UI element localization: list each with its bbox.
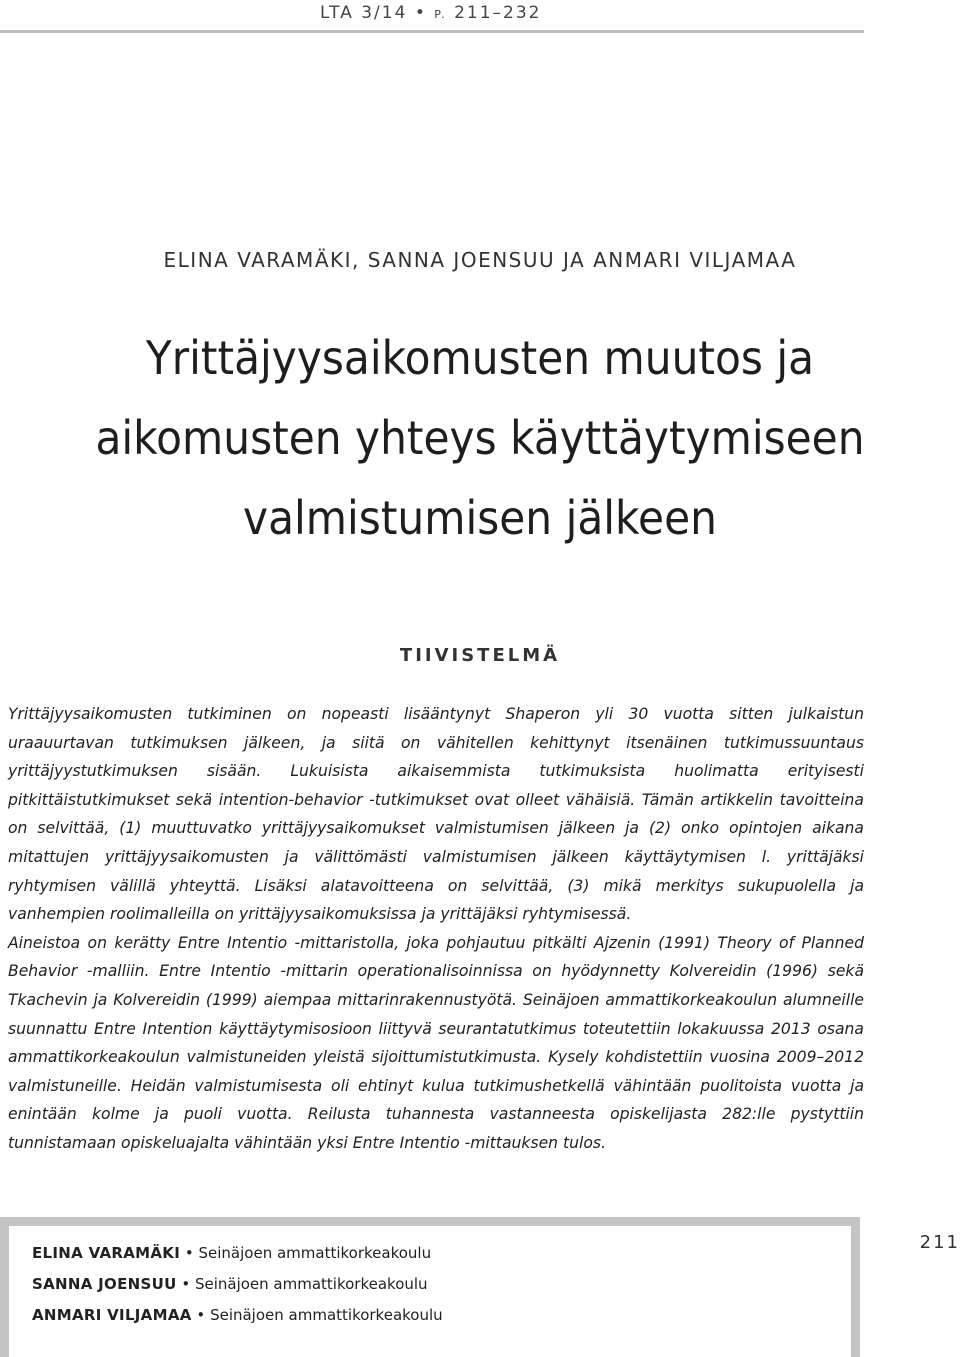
author-organization: Seinäjoen ammattikorkeakoulu — [210, 1306, 443, 1324]
affiliation-line — [32, 1275, 428, 1293]
title-line: valmistumisen jälkeen — [243, 491, 717, 545]
abstract-body — [8, 700, 864, 1158]
box-right-border — [851, 1217, 860, 1357]
abstract-heading: TIIVISTELMÄ — [399, 645, 561, 666]
affiliation-bullet: • — [196, 1306, 206, 1324]
author-organization: Seinäjoen ammattikorkeakoulu — [198, 1244, 432, 1262]
affiliation-line — [32, 1244, 431, 1262]
author-name: ANMARI VILJAMAA — [32, 1306, 192, 1324]
author-name: ELINA VARAMÄKI — [32, 1244, 181, 1262]
page-number: 211 — [919, 1232, 960, 1253]
affiliation-bullet: • — [184, 1244, 194, 1262]
abstract-paragraph: Aineistoa on kerätty Entre Intentio -mittaristolla, joka pohjautuu pitkälti Ajzenin (1991) Theory of Planned Behavior -malliin. Entre Intentio -mittarin operationalisoinnissa on hyödynnetty Kolvereidin (1996) sekä Tkachevin ja Kolvereidin (1999) aiempaa mittarinrakennustyötä. Seinäjoen ammattikorkeakoulun alumneille suunnattu Entre Intention käyttäytymisosioon liittyvä seurantatutkimus toteutettiin lokakuussa 2013 osana ammattikorkeakoulun valmistuneiden yleistä sijoittumistutkimusta. Kysely kohdistettiin vuosina 2009–2012 valmistuneille. Heidän valmistumisesta oli ehtinyt kulua tutkimushetkellä vähintään puolitoista vuotta ja enintään kolme ja puoli vuotta. Reilusta tuhannesta vastanneesta opiskelijasta 282:lle pystyttiin tunnistamaan opiskeluajalta vähintään yksi Entre Intentio -mittauksen tulos. — [8, 933, 864, 1152]
journal-reference — [320, 3, 541, 23]
page-range: 211–232 — [454, 3, 542, 23]
affiliation-line — [32, 1306, 443, 1324]
title-line: Yrittäjyysaikomusten muutos ja — [145, 331, 815, 385]
affiliation-bullet: • — [181, 1275, 191, 1293]
journal-name: LTA 3/14 — [320, 3, 408, 23]
page-label: P. — [434, 8, 447, 21]
header-rule — [0, 30, 864, 33]
authors-line: ELINA VARAMÄKI, SANNA JOENSUU JA ANMARI VILJAMAA — [163, 248, 797, 272]
author-name: SANNA JOENSUU — [32, 1275, 177, 1293]
running-header — [0, 0, 960, 40]
box-top-border — [0, 1217, 860, 1226]
article-title — [38, 318, 921, 558]
author-organization: Seinäjoen ammattikorkeakoulu — [194, 1275, 428, 1293]
header-bullet: • — [414, 3, 427, 23]
title-line: aikomusten yhteys käyttäytymiseen — [95, 411, 865, 465]
box-left-border — [0, 1217, 9, 1357]
abstract-paragraph: Yrittäjyysaikomusten tutkiminen on nopeasti lisääntynyt Shaperon yli 30 vuotta sitten julkaistun uraauurtavan tutkimuksen jälkeen, ja siitä on vähitellen kehittynyt itsenäinen tutkimussuuntaus yrittäjyystutkimuksen sisään. Lukuisista aikaisemmista tutkimuksista huolimatta erityisesti pitkittäistutkimukset sekä intention-behavior -tutkimukset ovat olleet vähäisiä. Tämän artikkelin tavoitteina on selvittää, (1) muuttuvatko yrittäjyysaikomukset valmistumisen jälkeen ja (2) onko opintojen aikana mitattujen yrittäjyysaikomusten ja välittömästi valmistumisen jälkeen käyttäytymisen l. yrittäjäksi ryhtymisen välillä yhteyttä. Lisäksi alatavoitteena on selvittää, (3) mikä merkitys sukupuolella ja vanhempien roolimalleilla on yrittäjyysaikomuksissa ja yrittäjäksi ryhtymisessä. — [8, 705, 864, 924]
